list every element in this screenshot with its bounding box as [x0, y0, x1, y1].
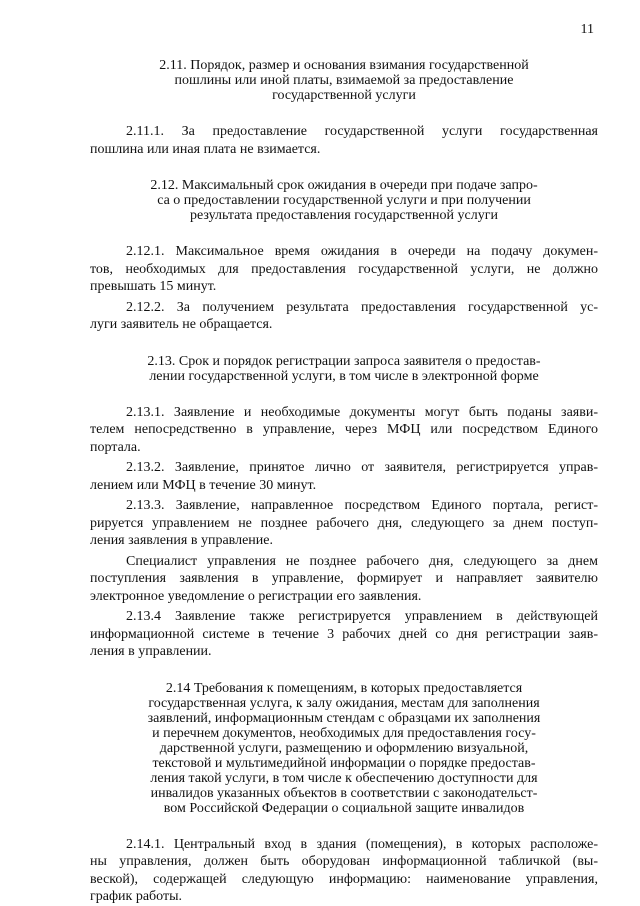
paragraph-line: ления в управлении. [90, 644, 212, 659]
paragraph-line: пошлина или иная плата не взимается. [90, 141, 321, 157]
paragraph-line: веской), содержащей следующую информацию: наименование управления, [90, 871, 598, 887]
paragraph-line: 2.13.3. Заявление, направленное посредством Единого портала, регист- [126, 498, 598, 513]
paragraph [90, 497, 598, 550]
heading-line: ления такой услуги, в том числе к обеспечению доступности для [150, 770, 538, 786]
paragraph-line: тов, необходимых для предоставления государственной услуги, не должно [90, 261, 598, 277]
paragraph [90, 836, 598, 906]
paragraph-line: ны управления, должен быть оборудован информационной табличкой (вы- [90, 854, 598, 869]
paragraph-line: портала. [90, 439, 141, 455]
paragraph [90, 299, 598, 334]
heading-line: дарственной услуги, размещению и оформлению визуальной, [159, 740, 529, 756]
paragraph-line: лением или МФЦ в течение 30 минут. [90, 477, 317, 493]
paragraph [90, 404, 598, 457]
heading-line: пошлины или иной платы, взимаемой за предоставление [174, 73, 514, 88]
heading-line: текстовой и мультимедийной информации о порядке предостав- [152, 755, 536, 771]
paragraph-line: телем непосредственно в управление, через МФЦ или посредством Единого [90, 422, 598, 437]
heading-line: 2.13. Срок и порядок регистрации запроса заявителя о предостав- [147, 353, 541, 369]
paragraph-line: рируется управлением не позднее рабочего дня, следующего за днем поступ- [90, 515, 598, 531]
paragraph-line: поступления заявления в управление, формирует и направляет заявителю [90, 571, 598, 586]
heading-line: государственной услуги [272, 88, 416, 103]
heading-line: 2.11. Порядок, размер и основания взимания государственной [159, 58, 529, 73]
section-heading [110, 58, 578, 103]
paragraph-line: превышать 15 минут. [90, 279, 217, 294]
paragraph-line: 2.13.2. Заявление, принятое лично от заявителя, регистрируется управ- [126, 460, 598, 475]
paragraph [90, 459, 598, 494]
heading-line: заявлений, информационным стендам с образцами их заполнения [147, 710, 541, 726]
section-heading [110, 354, 578, 384]
paragraph-line: 2.13.1. Заявление и необходимые документы могут быть поданы заяви- [126, 404, 598, 420]
paragraph-line: 2.12.1. Максимальное время ожидания в очереди на подачу докумен- [126, 244, 598, 259]
heading-line: лении государственной услуги, в том числе в электронной форме [149, 368, 539, 384]
paragraph [90, 123, 598, 158]
paragraph-line: 2.12.2. За получением результата предоставления государственной ус- [126, 299, 598, 315]
paragraph-line: информационной системе в течение 3 рабочих дней со дня регистрации заяв- [90, 626, 598, 642]
heading-line: результата предоставления государственной услуги [190, 208, 498, 223]
paragraph-line: ления заявления в управление. [90, 533, 273, 548]
paragraph [90, 243, 598, 296]
paragraph-line: Специалист управления не позднее рабочего дня, следующего за днем [126, 553, 598, 569]
paragraph [90, 608, 598, 661]
paragraph-line: 2.13.4 Заявление также регистрируется управлением в действующей [126, 609, 598, 624]
heading-line: государственная услуга, к залу ожидания, местам для заполнения [148, 695, 540, 711]
heading-line: инвалидов указанных объектов в соответствии с законодательст- [150, 785, 538, 801]
heading-line: са о предоставлении государственной услуги и при получении [157, 193, 531, 208]
paragraph-line: 2.11.1. За предоставление государственной услуги государственная [126, 124, 598, 139]
paragraph-line: луги заявитель не обращается. [90, 317, 273, 332]
page-number: 11 [580, 22, 594, 37]
paragraph-line: график работы. [90, 889, 182, 904]
document-body [90, 58, 598, 906]
section-heading [110, 178, 578, 223]
heading-line: 2.14 Требования к помещениям, в которых предоставляется [165, 680, 523, 696]
heading-line: и перечнем документов, необходимых для предоставления госу- [152, 725, 536, 741]
paragraph [90, 553, 598, 606]
section-heading [110, 681, 578, 816]
paragraph-line: 2.14.1. Центральный вход в здания (помещения), в которых расположе- [126, 836, 598, 852]
heading-line: 2.12. Максимальный срок ожидания в очереди при подаче запро- [150, 178, 538, 193]
paragraph-line: электронное уведомление о регистрации его заявления. [90, 588, 422, 604]
heading-line: вом Российской Федерации о социальной защите инвалидов [163, 800, 525, 816]
